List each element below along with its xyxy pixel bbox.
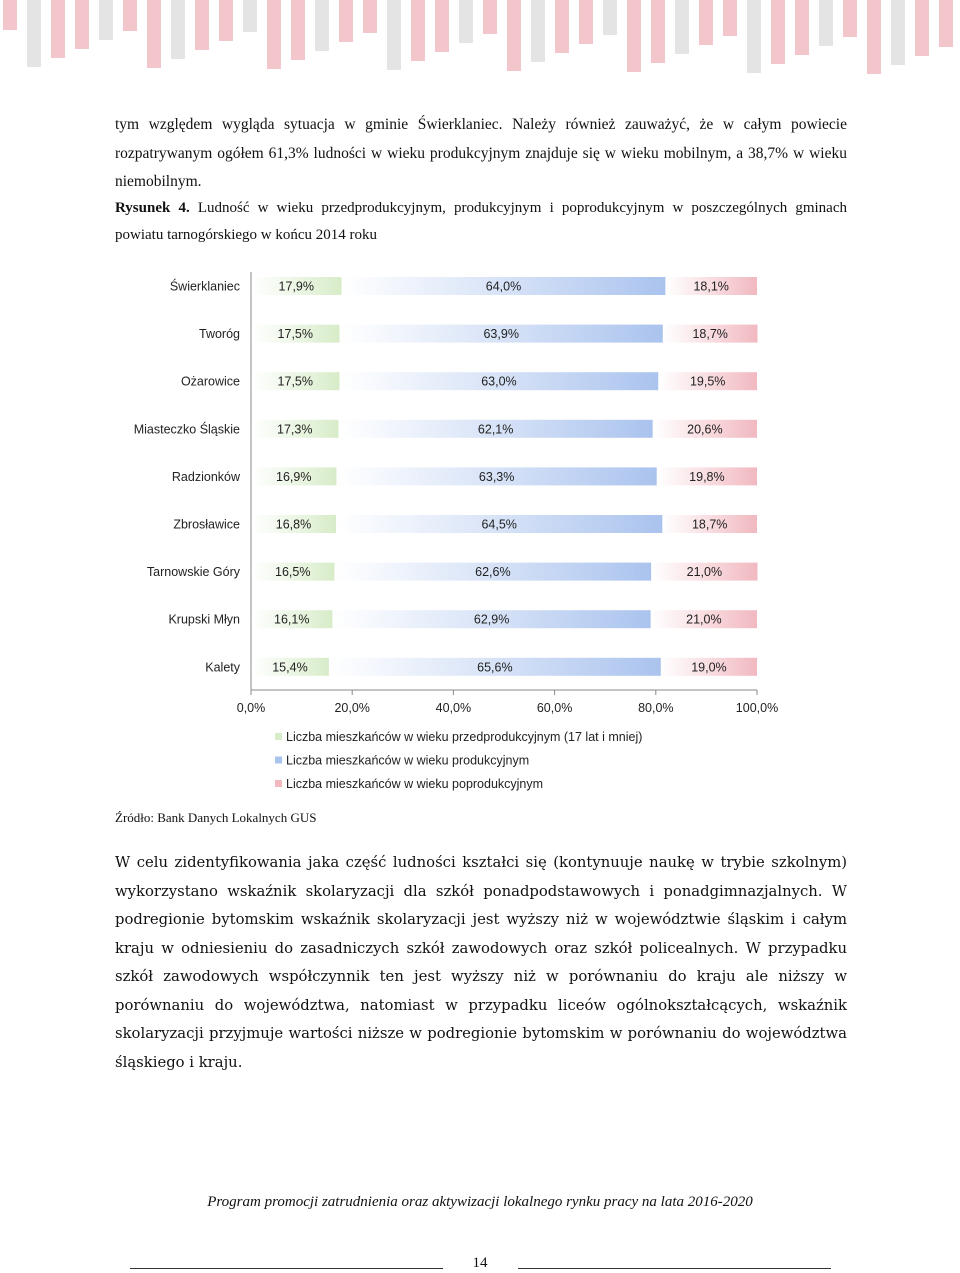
- data-label: 16,5%: [275, 565, 311, 580]
- pattern-bar: [147, 0, 161, 68]
- category-label: Krupski Młyn: [168, 612, 240, 627]
- pattern-bar: [555, 0, 569, 53]
- data-label: 17,9%: [278, 279, 315, 294]
- pattern-bar: [699, 0, 713, 45]
- data-label: 63,3%: [478, 469, 515, 484]
- pattern-bar: [291, 0, 305, 60]
- category-label: Zbrosławice: [173, 517, 240, 532]
- pattern-bar: [747, 0, 761, 73]
- data-label: 64,5%: [481, 517, 517, 532]
- pattern-bar: [507, 0, 521, 71]
- pattern-bar: [939, 0, 953, 47]
- data-label: 17,5%: [277, 327, 314, 342]
- x-tick-label: 80,0%: [638, 701, 674, 715]
- x-tick-label: 20,0%: [334, 701, 370, 715]
- pattern-bar: [651, 0, 665, 63]
- data-label: 63,0%: [481, 374, 517, 389]
- category-label: Kalety: [205, 660, 240, 675]
- figure-caption: [115, 195, 847, 249]
- data-label: 16,8%: [275, 517, 312, 532]
- legend-swatch: [275, 733, 282, 740]
- population-age-structure-chart: [0, 255, 960, 800]
- legend-label: Liczba mieszkańców w wieku poprodukcyjnym: [286, 777, 544, 791]
- data-label: 18,1%: [693, 279, 729, 294]
- pattern-bar: [915, 0, 929, 56]
- data-label: 21,0%: [686, 565, 723, 580]
- data-label: 16,1%: [274, 612, 310, 627]
- data-label: 20,6%: [687, 422, 723, 437]
- category-label: Tworóg: [199, 327, 240, 342]
- pattern-bar: [195, 0, 209, 50]
- pattern-bar: [819, 0, 833, 46]
- data-label: 17,5%: [277, 374, 314, 389]
- pattern-bar: [51, 0, 65, 58]
- pattern-bar: [315, 0, 329, 51]
- pattern-bar: [723, 0, 737, 36]
- pattern-bar: [363, 0, 377, 33]
- data-label: 18,7%: [691, 517, 728, 532]
- data-label: 19,5%: [689, 374, 726, 389]
- footer-divider-left: [130, 1268, 443, 1269]
- data-label: 16,9%: [276, 469, 312, 484]
- data-label: 62,1%: [477, 422, 514, 437]
- pattern-bar: [771, 0, 785, 64]
- category-label: Miasteczko Śląskie: [133, 422, 240, 437]
- pattern-bar: [3, 0, 17, 30]
- pattern-bar: [795, 0, 809, 55]
- legend-label: Liczba mieszkańców w wieku produkcyjnym: [286, 753, 530, 768]
- source-note: Źródło: Bank Danych Lokalnych GUS: [115, 810, 317, 825]
- data-label: 17,3%: [277, 422, 313, 437]
- data-label: 18,7%: [692, 327, 728, 342]
- data-label: 15,4%: [272, 660, 308, 675]
- pattern-bar: [483, 0, 497, 34]
- pattern-bar: [531, 0, 545, 62]
- pattern-bar: [843, 0, 857, 37]
- category-label: Świerklaniec: [169, 279, 240, 294]
- pattern-bar: [387, 0, 401, 70]
- footer-title: Program promocji zatrudnienia oraz aktywizacji lokalnego rynku pracy na lata 2016-2020: [207, 1194, 753, 1210]
- pattern-bar: [675, 0, 689, 54]
- x-tick-label: 0,0%: [236, 701, 266, 715]
- data-label: 19,0%: [691, 660, 727, 675]
- pattern-bar: [579, 0, 593, 44]
- data-label: 21,0%: [686, 612, 722, 627]
- x-tick-label: 100,0%: [735, 701, 779, 715]
- data-label: 19,8%: [689, 469, 725, 484]
- pattern-bar: [171, 0, 185, 59]
- pattern-bar: [603, 0, 617, 35]
- category-label: Tarnowskie Góry: [146, 565, 240, 580]
- pattern-bar: [99, 0, 113, 40]
- x-tick-label: 60,0%: [536, 701, 573, 715]
- footer-divider-right: [518, 1268, 831, 1269]
- pattern-bar: [867, 0, 881, 74]
- legend-swatch: [275, 757, 282, 764]
- data-label: 64,0%: [485, 279, 522, 294]
- pattern-bar: [267, 0, 281, 69]
- category-label: Radzionków: [171, 469, 240, 484]
- pattern-bar: [627, 0, 641, 72]
- pattern-bar: [75, 0, 89, 49]
- pattern-bar: [243, 0, 257, 32]
- body-paragraph: W celu zidentyfikowania jaka część ludności kształci się (kontynuuje naukę w trybie szkolnym) wykorzystano wskaźnik skolaryzacji dla szkół ponadpodstawowych i ponadgimnazjalnych. W podregionie bytomskim wskaźnik skolaryzacji jest wyższy niż w województwie śląskim i całym kraju w odniesieniu do zasadniczych szkół zawodowych oraz szkół policealnych. W przypadku szkół zawodowych współczynnik ten jest wyższy niż w porównaniu do kraju ale niższy w porównaniu do województwa, natomiast w przypadku liceów ogólnokształcących, wskaźnik skolaryzacji przyjmuje wartości niższe w podregionie bytomskim w porównaniu do województwa śląskiego i kraju.: [115, 854, 847, 1071]
- page-number: 14: [472, 1255, 488, 1271]
- pattern-bar: [435, 0, 449, 52]
- data-label: 62,6%: [475, 565, 511, 580]
- category-label: Ożarowice: [180, 374, 240, 389]
- pattern-bar: [891, 0, 905, 65]
- pattern-bar: [123, 0, 137, 31]
- figure-caption-text: Ludność w wieku przedprodukcyjnym, produkcyjnym i poprodukcyjnym w poszczególnych gminach powiatu tarnogórskiego w końcu 2014 roku: [115, 200, 847, 243]
- data-label: 65,6%: [477, 660, 513, 675]
- data-label: 62,9%: [473, 612, 510, 627]
- pattern-bar: [219, 0, 233, 41]
- pattern-bar: [339, 0, 353, 42]
- pattern-bar: [459, 0, 473, 43]
- x-tick-label: 40,0%: [435, 701, 472, 715]
- legend-swatch: [275, 780, 282, 787]
- intro-paragraph: tym względem wygląda sytuacja w gminie Świerklaniec. Należy również zauważyć, że w całym powiecie rozpatrywanym ogółem 61,3% ludności w wieku produkcyjnym znajduje się w wieku mobilnym, a 38,7% w wieku niemobilnym.: [115, 116, 847, 190]
- data-label: 63,9%: [483, 327, 519, 342]
- pattern-bar: [411, 0, 425, 61]
- figure-label: Rysunek 4.: [115, 200, 190, 216]
- pattern-bar: [27, 0, 41, 67]
- legend-label: Liczba mieszkańców w wieku przedprodukcyjnym (17 lat i mniej): [286, 730, 643, 744]
- decorative-header-pattern: [0, 0, 960, 80]
